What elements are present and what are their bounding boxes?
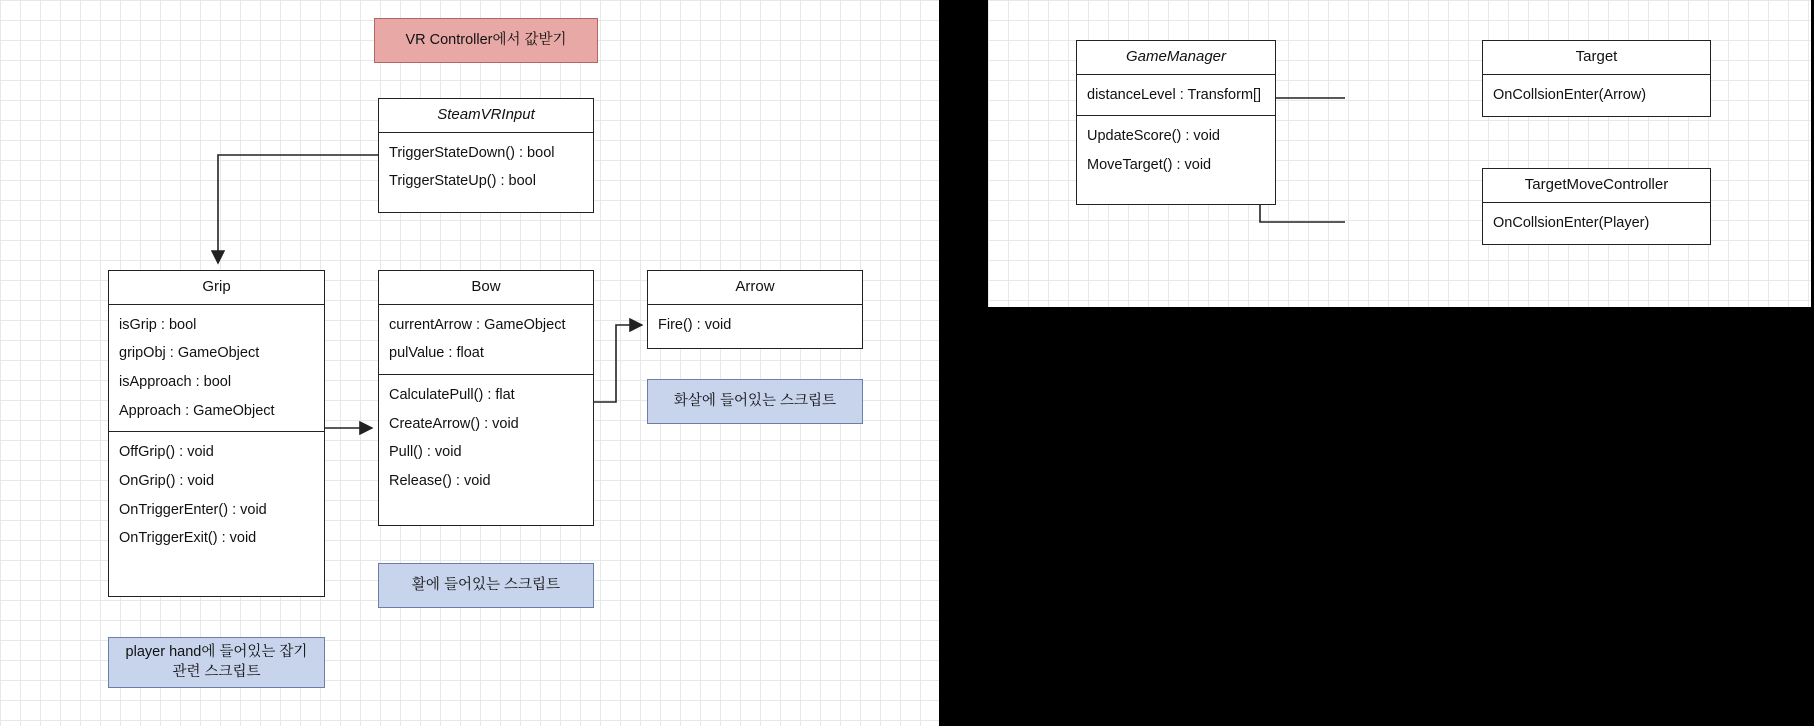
class-member: UpdateScore() : void (1087, 128, 1220, 145)
class-section-methods (379, 374, 593, 502)
class-member: CreateArrow() : void (389, 415, 519, 432)
note-bow-script (378, 563, 594, 608)
class-member: OnGrip() : void (119, 472, 215, 489)
class-steamvrinput[interactable] (378, 98, 594, 213)
class-member: OnCollsionEnter(Player) (1493, 214, 1650, 231)
class-gamemanager[interactable] (1076, 40, 1276, 205)
class-member: TriggerStateDown() : bool (389, 144, 555, 161)
class-member: Pull() : void (389, 444, 462, 461)
class-member: Fire() : void (658, 316, 732, 333)
class-section-methods (1077, 115, 1275, 185)
note-hand-script (108, 637, 325, 688)
class-title: TargetMoveController (1483, 169, 1710, 203)
class-member: OnTriggerExit() : void (119, 530, 257, 547)
class-member: OnCollsionEnter(Arrow) (1493, 86, 1647, 103)
class-section-methods (1483, 75, 1710, 116)
class-member: OffGrip() : void (119, 444, 214, 461)
class-arrow[interactable] (647, 270, 863, 349)
class-member: Approach : GameObject (119, 402, 275, 419)
class-section-fields (109, 305, 324, 432)
class-section-methods (379, 133, 593, 202)
note-text: 활에 들어있는 스크립트 (411, 576, 561, 593)
note-text: player hand에 들어있는 잡기 관련 스크립트 (125, 643, 308, 680)
class-member: distanceLevel : Transform[] (1087, 86, 1262, 103)
class-title: Bow (379, 271, 593, 305)
class-title: GameManager (1077, 41, 1275, 75)
class-section-methods (648, 305, 862, 346)
class-member: TriggerStateUp() : bool (389, 173, 536, 190)
class-member: isGrip : bool (119, 316, 197, 333)
class-title: Target (1483, 41, 1710, 75)
class-title: Arrow (648, 271, 862, 305)
class-member: pulValue : float (389, 345, 484, 362)
class-member: CalculatePull() : flat (389, 386, 515, 403)
class-member: gripObj : GameObject (119, 345, 260, 362)
class-member: OnTriggerEnter() : void (119, 501, 267, 518)
class-section-fields (1077, 75, 1275, 116)
class-member: currentArrow : GameObject (389, 316, 566, 333)
class-targetmovecontroller[interactable] (1482, 168, 1711, 245)
class-section-methods (1483, 203, 1710, 244)
class-member: Release() : void (389, 472, 491, 489)
note-arrow-script (647, 379, 863, 424)
class-section-methods (109, 431, 324, 559)
class-member: isApproach : bool (119, 373, 232, 390)
note-vr-controller (374, 18, 598, 63)
right-diagram-canvas[interactable] (988, 0, 1811, 307)
class-title: Grip (109, 271, 324, 305)
class-member: MoveTarget() : void (1087, 156, 1212, 173)
class-section-fields (379, 305, 593, 374)
note-text: 화살에 들어있는 스크립트 (673, 392, 837, 409)
class-grip[interactable] (108, 270, 325, 597)
class-bow[interactable] (378, 270, 594, 526)
note-text: VR Controller에서 값받기 (405, 31, 567, 48)
class-target[interactable] (1482, 40, 1711, 117)
class-title: SteamVRInput (379, 99, 593, 133)
